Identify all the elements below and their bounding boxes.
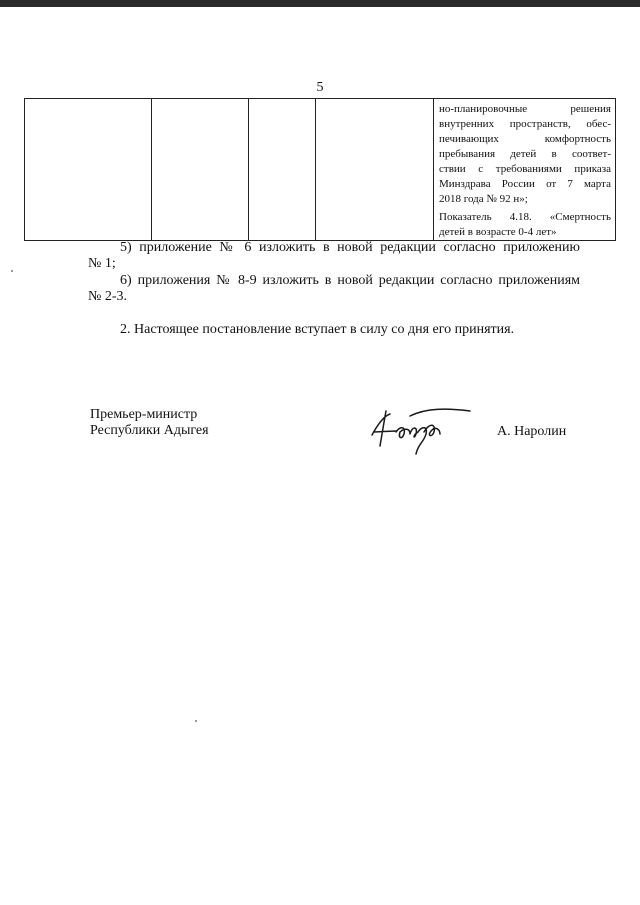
cell-line: внутренних пространств, обес-: [439, 118, 611, 130]
item-6-line1: 6) приложения № 8-9 изложить в новой редакции согласно приложениям: [120, 273, 580, 288]
item-6-cont: № 2-3.: [88, 289, 128, 304]
scan-dust: [11, 270, 13, 272]
cell-line: Минздрава России от 7 марта: [439, 178, 611, 190]
indicator-line: Показатель 4.18. «Смертность: [439, 211, 611, 223]
cell-line: 2018 года № 92 н»;: [439, 193, 528, 205]
item-5: [88, 240, 580, 256]
scan-dust: [195, 720, 197, 722]
position-line2: Республики Адыгея: [90, 423, 209, 438]
item-5-line1: 5) приложение № 6 изложить в новой редакции согласно приложению: [120, 240, 580, 255]
item-2-effective-date: 2. Настоящее постановление вступает в силу со дня его принятия.: [120, 322, 515, 337]
item-6: [88, 273, 580, 289]
handwritten-signature: [366, 402, 474, 458]
cell-line: но-планировочные решения: [439, 103, 611, 115]
item-5-cont: № 1;: [88, 256, 116, 271]
signatory-name: А. Наролин: [497, 424, 567, 439]
cell-line: пребывания детей в соответ-: [439, 148, 611, 160]
scan-top-edge: [0, 0, 640, 7]
indicator-line: детей в возрасте 0-4 лет»: [439, 226, 557, 238]
position-line1: Премьер-министр: [90, 407, 198, 422]
table-row: [25, 99, 616, 241]
cell-line: ствии с требованиями приказа: [439, 163, 611, 175]
table-cell-empty-3: [249, 99, 316, 241]
table-cell-requirements: [434, 99, 616, 241]
cell-line: печивающих комфортность: [439, 133, 611, 145]
table-cell-empty-4: [316, 99, 434, 241]
page-number: 5: [316, 80, 324, 95]
table-cell-empty-2: [152, 99, 249, 241]
continuation-table: [24, 98, 616, 241]
table-cell-empty-1: [25, 99, 152, 241]
signatory-position: [90, 407, 209, 439]
